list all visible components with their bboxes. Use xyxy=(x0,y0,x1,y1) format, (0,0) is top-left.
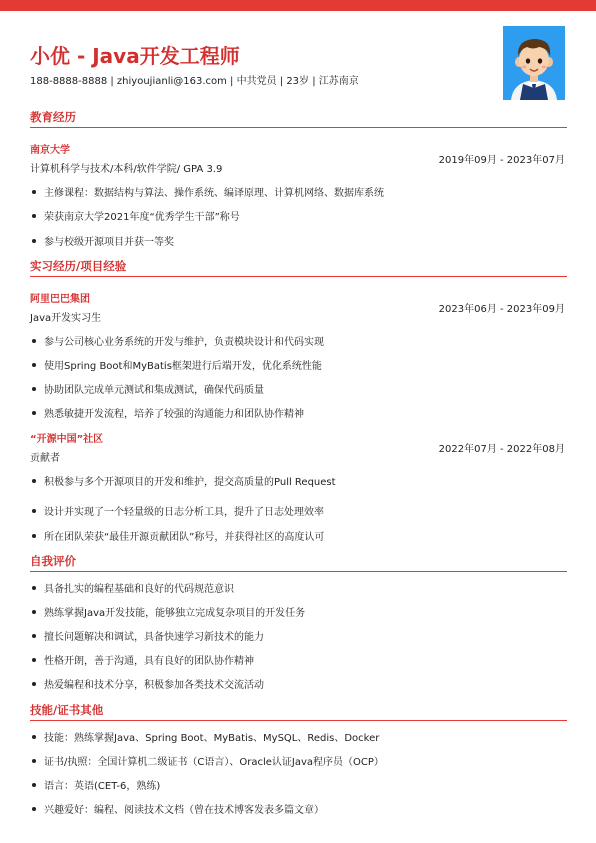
list-item: 熟悉敏捷开发流程，培养了较强的沟通能力和团队协作精神 xyxy=(30,405,304,420)
section-divider xyxy=(30,571,567,572)
job2-date: 2022年07月 - 2022年08月 xyxy=(438,444,565,455)
list-item: 荣获南京大学2021年度“优秀学生干部”称号 xyxy=(30,208,240,223)
section-title-experience: 实习经历/项目经验 xyxy=(30,259,127,273)
list-item: 参与公司核心业务系统的开发与维护，负责模块设计和代码实现 xyxy=(30,333,324,348)
section-divider xyxy=(30,720,567,721)
list-item: 设计并实现了一个轻量级的日志分析工具，提升了日志处理效率 xyxy=(30,503,324,518)
list-item: 性格开朗，善于沟通，具有良好的团队协作精神 xyxy=(30,652,254,667)
contact-info: 188-8888-8888 | zhiyoujianli@163.com | 中共党员 | 23岁 | 江苏南京 xyxy=(30,76,359,87)
education-school: 南京大学 xyxy=(30,145,70,156)
list-item: 证书/执照：全国计算机二级证书（C语言）、Oracle认证Java程序员（OCP） xyxy=(30,753,384,768)
job1-org: 阿里巴巴集团 xyxy=(30,294,90,305)
resume-name-title: 小优 - Java开发工程师 xyxy=(30,44,240,68)
job2-org: “开源中国”社区 xyxy=(30,434,104,445)
section-title-education: 教育经历 xyxy=(30,110,76,124)
list-item: 具备扎实的编程基础和良好的代码规范意识 xyxy=(30,580,234,595)
list-item: 语言：英语(CET-6，熟练) xyxy=(30,777,160,792)
list-item: 参与校级开源项目并获一等奖 xyxy=(30,233,174,248)
list-item: 热爱编程和技术分享，积极参加各类技术交流活动 xyxy=(30,676,264,691)
list-item: 协助团队完成单元测试和集成测试，确保代码质量 xyxy=(30,381,264,396)
list-item: 所在团队荣获“最佳开源贡献团队”称号，并获得社区的高度认可 xyxy=(30,528,324,543)
list-item: 积极参与多个开源项目的开发和维护，提交高质量的Pull Request xyxy=(30,473,336,488)
section-title-self-eval: 自我评价 xyxy=(30,554,76,568)
list-item: 主修课程：数据结构与算法、操作系统、编译原理、计算机网络、数据库系统 xyxy=(30,184,384,199)
education-date: 2019年09月 - 2023年07月 xyxy=(438,155,565,166)
list-item: 擅长问题解决和调试，具备快速学习新技术的能力 xyxy=(30,628,264,643)
avatar xyxy=(503,26,565,100)
section-title-skills: 技能/证书其他 xyxy=(30,703,104,717)
section-divider xyxy=(30,276,567,277)
job2-role: 贡献者 xyxy=(30,453,60,464)
top-accent-bar xyxy=(0,0,596,11)
job1-role: Java开发实习生 xyxy=(30,313,102,324)
avatar-illustration xyxy=(503,26,565,100)
list-item: 兴趣爱好：编程、阅读技术文档（曾在技术博客发表多篇文章） xyxy=(30,801,324,816)
list-item: 使用Spring Boot和MyBatis框架进行后端开发，优化系统性能 xyxy=(30,357,322,372)
list-item: 技能：熟练掌握Java、Spring Boot、MyBatis、MySQL、Redis、Docker xyxy=(30,729,379,744)
list-item: 熟练掌握Java开发技能，能够独立完成复杂项目的开发任务 xyxy=(30,604,305,619)
section-divider xyxy=(30,127,567,128)
education-major: 计算机科学与技术/本科/软件学院/ GPA 3.9 xyxy=(30,164,223,175)
job1-date: 2023年06月 - 2023年09月 xyxy=(438,304,565,315)
